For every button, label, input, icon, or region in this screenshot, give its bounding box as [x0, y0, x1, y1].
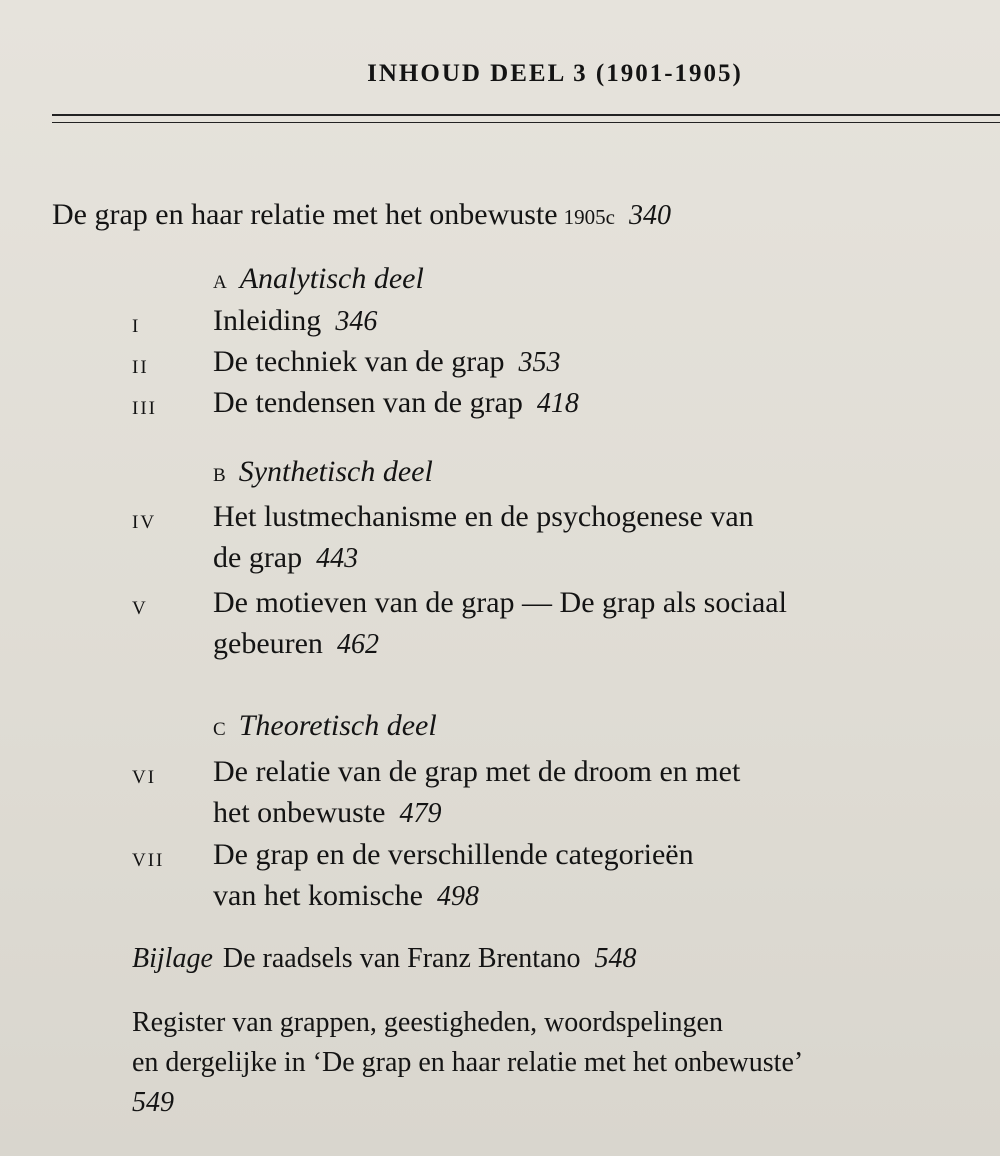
chapter-title-line: van het komische: [213, 879, 423, 912]
chapter-title-line: De motieven van de grap — De grap als sociaal: [213, 586, 787, 619]
chapter-page: 479: [399, 798, 442, 829]
chapter-title: De techniek van de grap: [213, 345, 505, 378]
part-b-heading: [213, 455, 433, 489]
chapter-title: Inleiding: [213, 304, 322, 337]
chapter-number: I: [132, 316, 141, 337]
appendix-label: Bijlage: [132, 943, 213, 974]
chapter-number: II: [132, 357, 149, 378]
part-title: Theoretisch deel: [238, 709, 437, 742]
main-entry: [52, 198, 671, 232]
chapter-title-line: gebeuren: [213, 627, 323, 660]
chapter-number: VII: [132, 850, 165, 871]
part-c-heading: [213, 709, 437, 743]
chapter-entry: [213, 879, 479, 913]
chapter-page: 498: [436, 881, 479, 912]
chapter-title-line: De relatie van de grap met de droom en met: [213, 755, 741, 788]
chapter-title-line: de grap: [213, 541, 303, 574]
part-letter: A: [213, 272, 228, 293]
register-title-line: en dergelijke in ‘De grap en haar relatie met het onbewuste’: [132, 1047, 804, 1078]
chapter-entry: [213, 796, 441, 830]
register-title-line: Register van grappen, geestigheden, woordspelingen: [132, 1007, 723, 1038]
header-rule-bottom: [52, 122, 1000, 123]
chapter-page: 443: [316, 543, 359, 574]
chapter-entry: [213, 345, 561, 379]
chapter-page: 418: [536, 388, 579, 419]
chapter-entry: [213, 627, 379, 661]
appendix-page: 548: [594, 943, 637, 974]
chapter-page: 353: [518, 347, 561, 378]
chapter-number: III: [132, 398, 157, 419]
main-entry-page: 340: [628, 200, 671, 231]
chapter-title-line: De grap en de verschillende categorieën: [213, 838, 694, 871]
chapter-number: VI: [132, 767, 157, 788]
register-page: 549: [132, 1087, 174, 1118]
chapter-page: 462: [336, 629, 379, 660]
chapter-number: IV: [132, 512, 157, 533]
chapter-entry: [213, 304, 377, 338]
appendix-title: De raadsels van Franz Brentano: [222, 943, 581, 974]
part-letter: C: [213, 719, 227, 740]
part-a-heading: [213, 262, 424, 296]
chapter-title-line: het onbewuste: [213, 796, 386, 829]
main-entry-title: De grap en haar relatie met het onbewuste: [52, 198, 558, 231]
chapter-entry: [213, 541, 358, 575]
chapter-entry: [213, 386, 579, 420]
part-letter: B: [213, 465, 227, 486]
part-title: Synthetisch deel: [238, 455, 433, 488]
chapter-title: De tendensen van de grap: [213, 386, 523, 419]
chapter-title-line: Het lustmechanisme en de psychogenese van: [213, 500, 754, 533]
header-rule-top: [52, 114, 1000, 116]
appendix-entry: [132, 943, 637, 975]
chapter-number: V: [132, 598, 148, 619]
page-header: INHOUD DEEL 3 (1901-1905): [367, 60, 743, 87]
main-entry-year: 1905c: [563, 205, 615, 229]
chapter-page: 346: [335, 306, 378, 337]
part-title: Analytisch deel: [239, 262, 424, 295]
